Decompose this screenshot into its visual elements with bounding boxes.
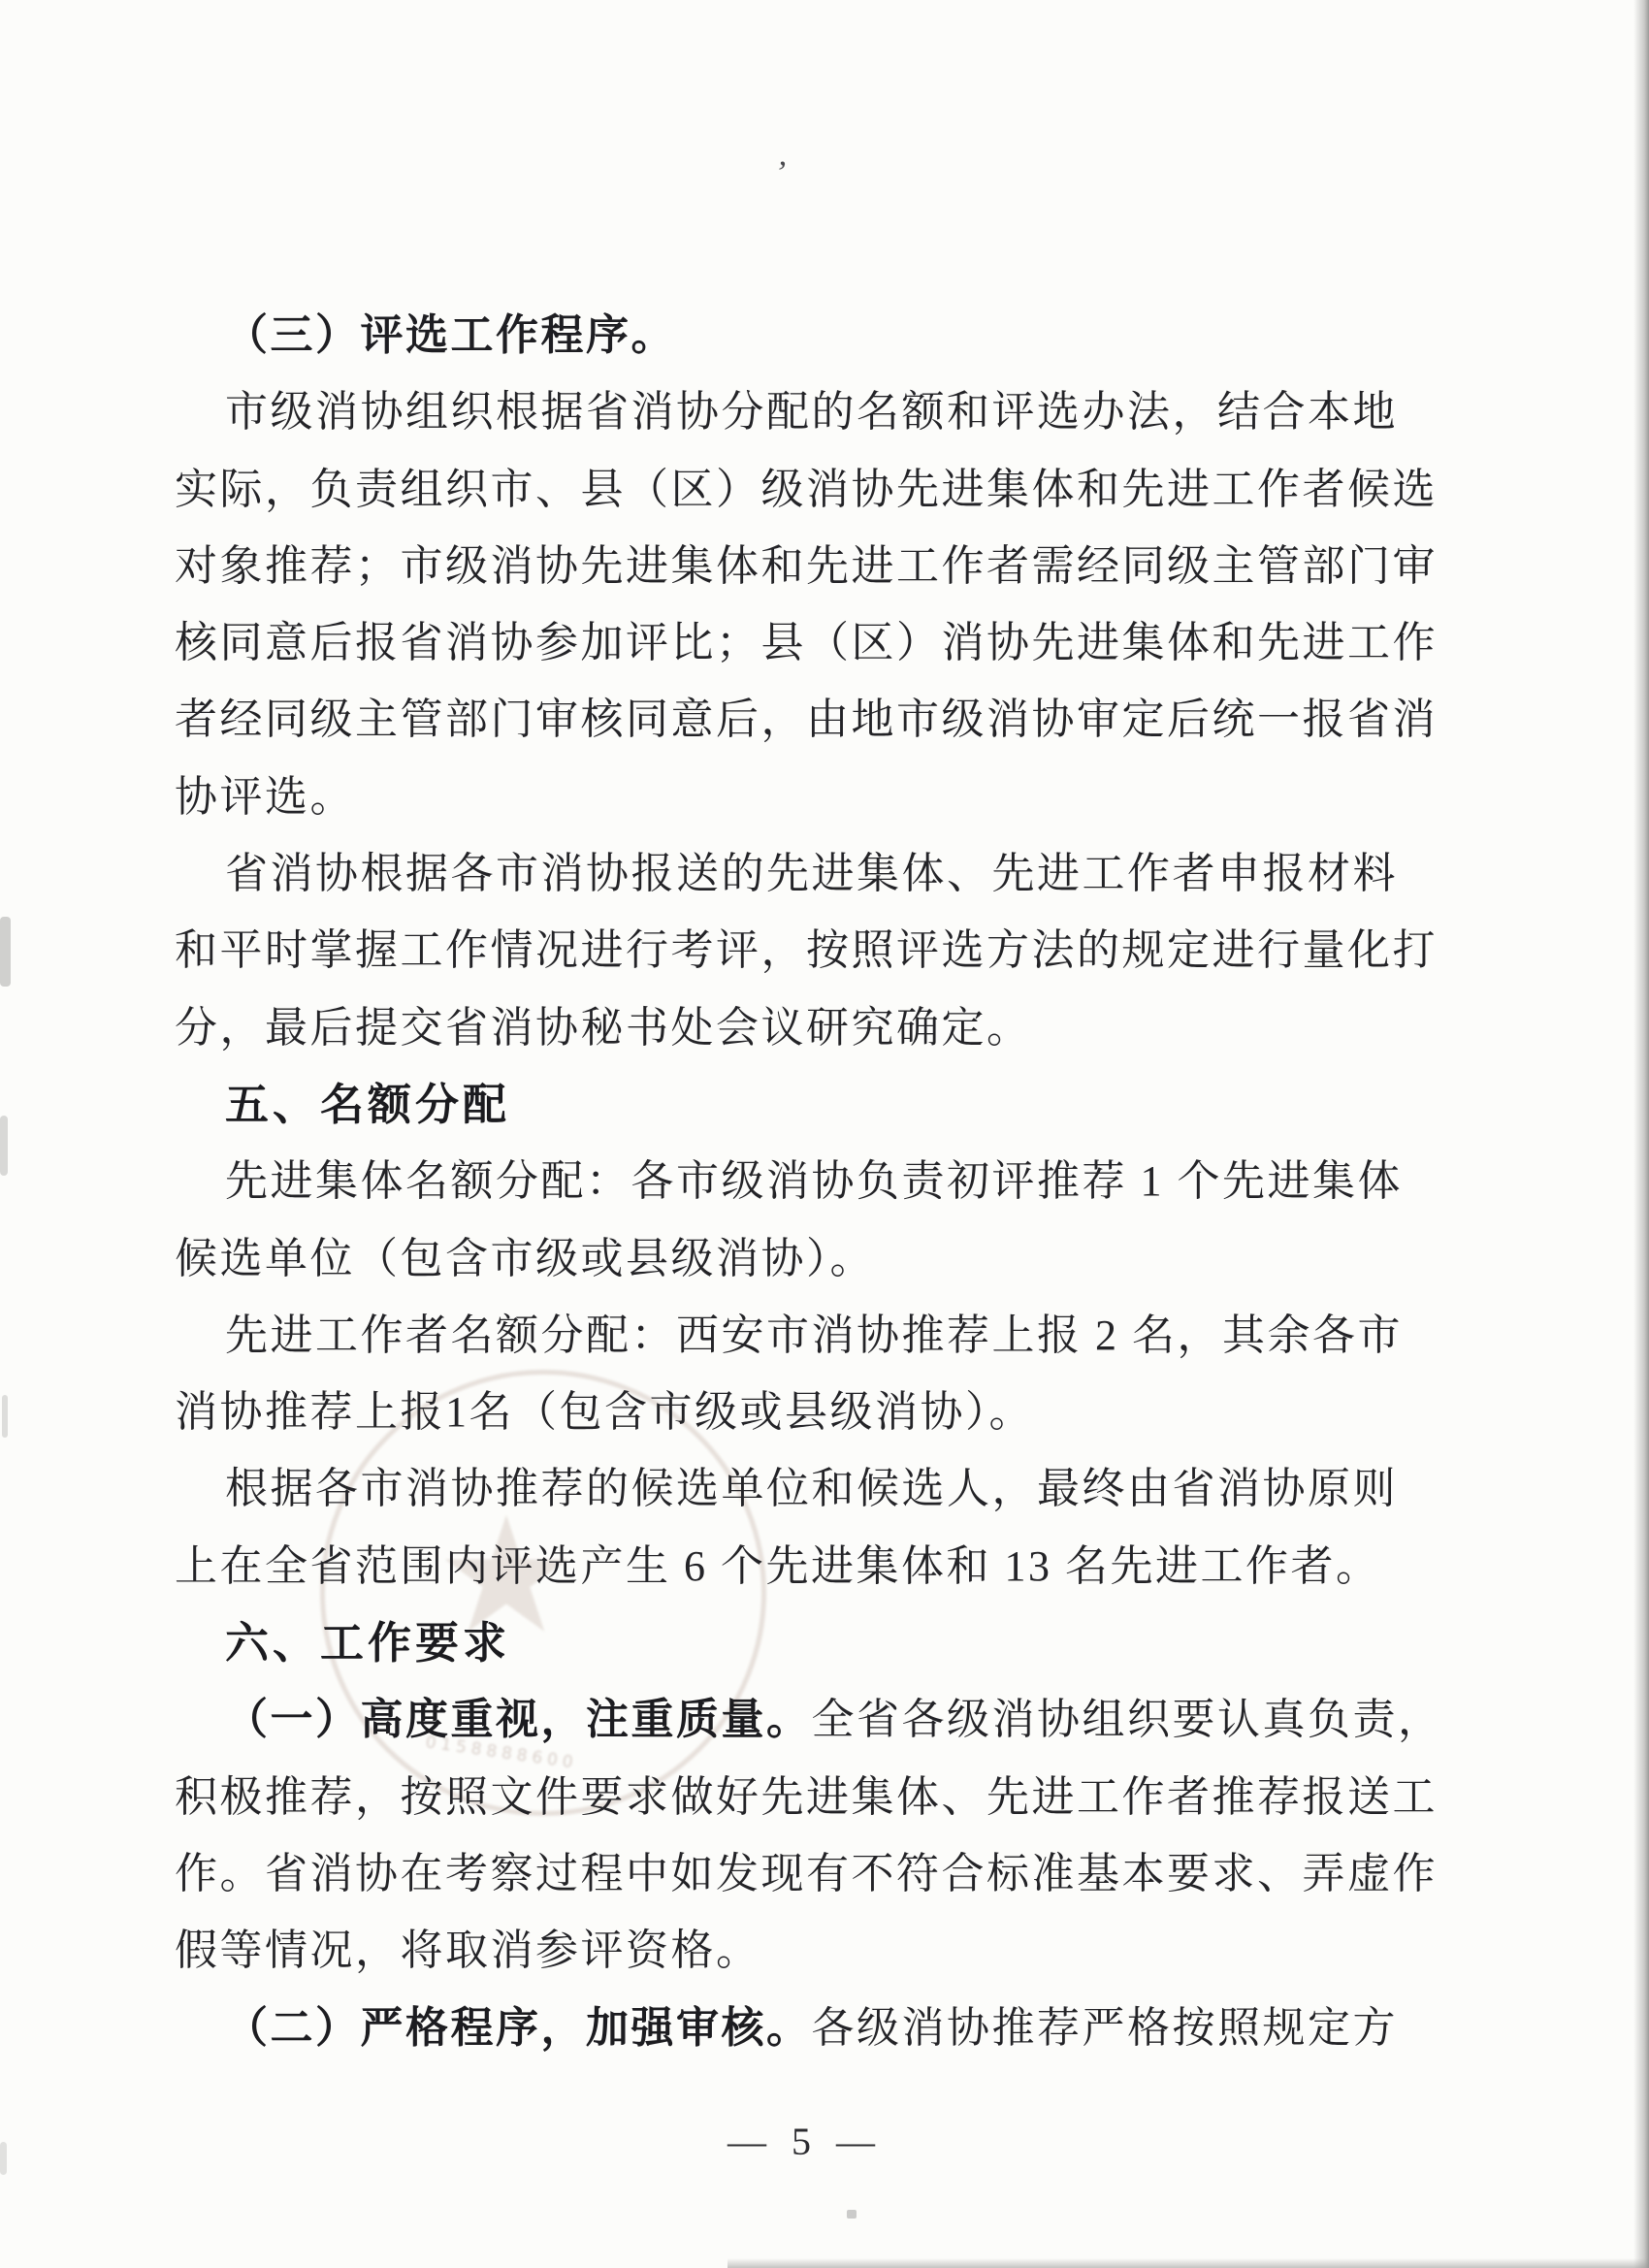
text-line (175, 604, 1552, 681)
scan-speck: ’ (774, 154, 790, 192)
line-text: 五、名额分配 (225, 1079, 511, 1129)
text-line (175, 681, 1552, 758)
line-text: 和平时掌握工作情况进行考评，按照评选方法的规定进行量化打 (175, 926, 1438, 975)
line-text: 核同意后报省消协参加评比；县（区）消协先进集体和先进工作 (175, 619, 1438, 667)
line-text: 对象推荐；市级消协先进集体和先进工作者需经同级主管部门审 (175, 541, 1438, 590)
line-text: 省消协根据各市消协报送的先进集体、先进工作者申报材料 (225, 850, 1398, 898)
line-text: （三）评选工作程序。 (225, 311, 676, 359)
line-text: 上在全省范围内评选产生 6 个先进集体和 13 名先进工作者。 (175, 1541, 1381, 1590)
text-line (175, 451, 1552, 528)
document-body-text (175, 297, 1552, 2066)
text-line (175, 1528, 1552, 1604)
seal-code-text: 0158888600 (424, 1733, 579, 1773)
line-text: 协评选。 (175, 772, 355, 821)
text-line (175, 1990, 1552, 2066)
text-line (175, 1681, 1552, 1758)
scan-edge-smudge (2, 1395, 8, 1438)
text-line (175, 1374, 1552, 1450)
text-line (175, 528, 1552, 604)
line-text: 分，最后提交省消协秘书处会议研究确定。 (175, 1003, 1032, 1052)
line-text: 六、工作要求 (225, 1618, 511, 1669)
line-text: 根据各市消协推荐的候选单位和候选人，最终由省消协原则 (225, 1465, 1398, 1513)
text-line (175, 1759, 1552, 1835)
text-line (175, 1297, 1552, 1374)
line-text: 假等情况，将取消参评资格。 (175, 1927, 761, 1975)
text-line (175, 1220, 1552, 1297)
line-text: 市级消协组织根据省消协分配的名额和评选办法，结合本地 (225, 388, 1398, 437)
line-text: 作。省消协在考察过程中如发现有不符合标准基本要求、弄虚作 (175, 1849, 1438, 1897)
scan-edge-smudge (0, 2142, 7, 2175)
line-text: 先进工作者名额分配：西安市消协推荐上报 2 名，其余各市 (225, 1311, 1403, 1359)
text-line (175, 373, 1552, 450)
line-text: 先进集体名额分配：各市级消协负责初评推荐 1 个先进集体 (225, 1157, 1403, 1206)
text-line (175, 912, 1552, 988)
text-line (175, 1835, 1552, 1912)
line-text: 积极推荐，按照文件要求做好先进集体、先进工作者推荐报送工 (175, 1772, 1438, 1821)
scan-bottom-edge-shadow (728, 2258, 1649, 2268)
line-text: 实际，负责组织市、县（区）级消协先进集体和先进工作者候选 (175, 465, 1438, 513)
seal-star-icon: ★ (435, 1482, 578, 1669)
text-line (175, 759, 1552, 835)
text-line (175, 989, 1552, 1066)
scan-speck (847, 2210, 857, 2219)
page-number: — 5 — (728, 2120, 883, 2163)
text-line (175, 835, 1552, 912)
line-text: 者经同级主管部门审核同意后，由地市级消协审定后统一报省消 (175, 696, 1438, 744)
text-line (175, 1604, 1552, 1681)
text-line (175, 1143, 1552, 1219)
line-text: 全省各级消协组织要认真负责， (811, 1696, 1443, 1744)
text-line (175, 1450, 1552, 1527)
scan-edge-smudge (0, 917, 11, 987)
line-text: 消协推荐上报1名（包含市级或县级消协）。 (175, 1388, 1034, 1437)
line-text: 候选单位（包含市级或县级消协）。 (175, 1234, 875, 1282)
text-line (175, 1912, 1552, 1989)
text-line (175, 297, 1552, 373)
line-lead-emphasis: （一）高度重视，注重质量。 (225, 1696, 812, 1744)
scan-right-edge-shadow (1633, 0, 1649, 2268)
text-line (175, 1066, 1552, 1143)
line-lead-emphasis: （二）严格程序，加强审核。 (225, 2003, 812, 2052)
line-text: 各级消协推荐严格按照规定方 (811, 2003, 1398, 2052)
scan-edge-smudge (0, 1116, 8, 1176)
